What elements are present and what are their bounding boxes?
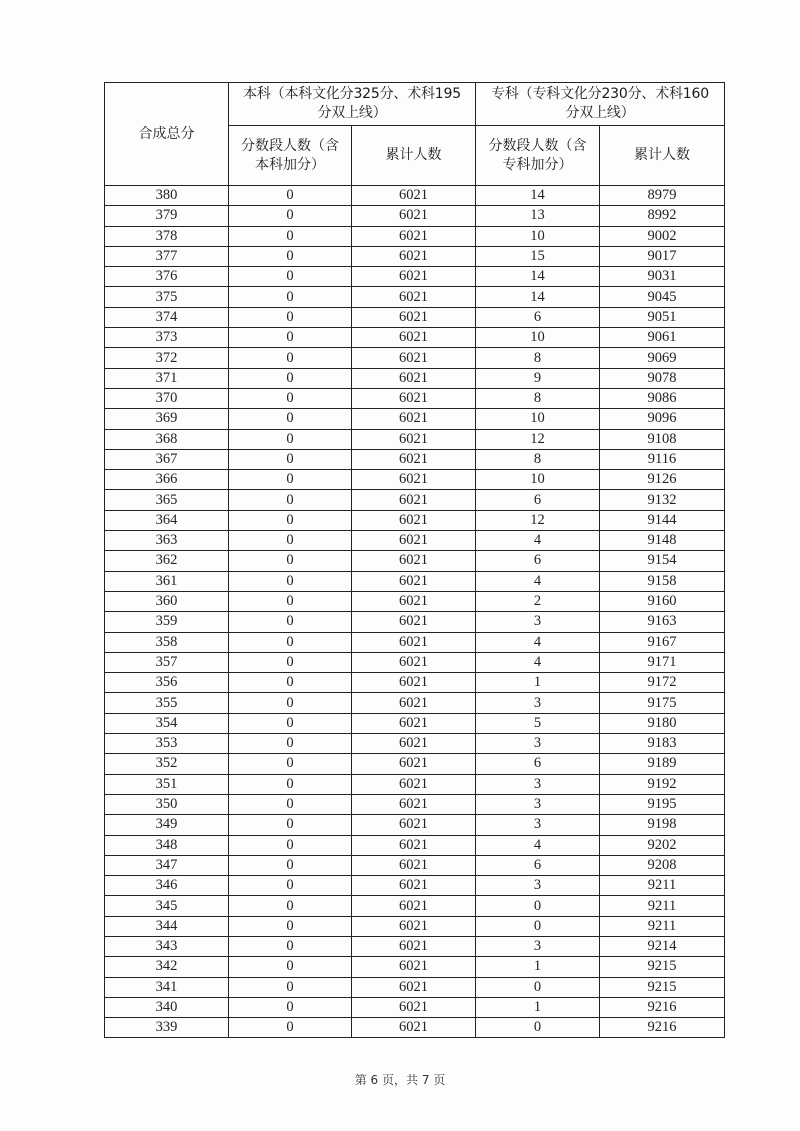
total-score-cell: 353 xyxy=(105,734,229,754)
undergrad-cumulative-cell: 6021 xyxy=(352,470,476,490)
total-score-cell: 369 xyxy=(105,409,229,429)
junior-cumulative-cell: 9214 xyxy=(600,936,725,956)
junior-count-cell: 13 xyxy=(476,206,600,226)
table-row xyxy=(105,754,725,774)
junior-count-cell: 3 xyxy=(476,876,600,896)
total-score-cell: 358 xyxy=(105,632,229,652)
total-score-cell: 377 xyxy=(105,246,229,266)
junior-header-line1: 专科（专科文化分230分、术科160 xyxy=(491,86,709,102)
undergrad-cumulative-cell: 6021 xyxy=(352,754,476,774)
table-row xyxy=(105,652,725,672)
undergrad-count-cell: 0 xyxy=(229,206,352,226)
total-score-cell: 356 xyxy=(105,673,229,693)
junior-cumulative-cell: 9126 xyxy=(600,470,725,490)
total-score-cell: 379 xyxy=(105,206,229,226)
table-row xyxy=(105,348,725,368)
undergrad-count-cell: 0 xyxy=(229,835,352,855)
undergrad-cumulative-cell: 6021 xyxy=(352,287,476,307)
table-row xyxy=(105,713,725,733)
junior-count-cell: 12 xyxy=(476,510,600,530)
junior-count-cell: 3 xyxy=(476,936,600,956)
junior-count-cell: 1 xyxy=(476,957,600,977)
table-row xyxy=(105,734,725,754)
junior-count-cell: 8 xyxy=(476,449,600,469)
junior-count-cell: 4 xyxy=(476,571,600,591)
junior-cumulative-cell: 9132 xyxy=(600,490,725,510)
junior-count-cell: 8 xyxy=(476,348,600,368)
total-score-cell: 372 xyxy=(105,348,229,368)
table-row xyxy=(105,328,725,348)
total-score-cell: 348 xyxy=(105,835,229,855)
junior-cumulative-cell: 9160 xyxy=(600,591,725,611)
undergrad-count-cell: 0 xyxy=(229,916,352,936)
total-score-cell: 368 xyxy=(105,429,229,449)
undergrad-count-cell: 0 xyxy=(229,388,352,408)
table-row xyxy=(105,997,725,1017)
undergrad-cumulative-cell: 6021 xyxy=(352,774,476,794)
undergrad-count-cell: 0 xyxy=(229,449,352,469)
junior-cumulative-cell: 9061 xyxy=(600,328,725,348)
undergrad-count-cell: 0 xyxy=(229,246,352,266)
undergrad-cumulative-cell: 6021 xyxy=(352,673,476,693)
junior-count-cell: 4 xyxy=(476,632,600,652)
undergrad-count-cell: 0 xyxy=(229,186,352,206)
table-row xyxy=(105,774,725,794)
junior-cumulative-cell: 9216 xyxy=(600,1018,725,1038)
total-score-cell: 367 xyxy=(105,449,229,469)
undergrad-cumulative-cell: 6021 xyxy=(352,571,476,591)
undergrad-cumulative-cell: 6021 xyxy=(352,226,476,246)
undergrad-cumulative-cell: 6021 xyxy=(352,916,476,936)
undergrad-cumulative-cell: 6021 xyxy=(352,267,476,287)
table-row xyxy=(105,591,725,611)
undergrad-count-cell: 0 xyxy=(229,997,352,1017)
undergrad-cumulative-cell: 6021 xyxy=(352,835,476,855)
table-body xyxy=(105,186,725,1038)
junior-count-cell: 4 xyxy=(476,652,600,672)
undergrad-count-cell: 0 xyxy=(229,957,352,977)
undergrad-cumulative-cell: 6021 xyxy=(352,855,476,875)
junior-count-cell: 10 xyxy=(476,470,600,490)
undergrad-cumulative-cell: 6021 xyxy=(352,531,476,551)
table-row xyxy=(105,186,725,206)
table-row xyxy=(105,409,725,429)
junior-cumulative-cell: 9163 xyxy=(600,612,725,632)
junior-count-cell: 3 xyxy=(476,815,600,835)
junior-cumulative-cell: 9195 xyxy=(600,794,725,814)
junior-cumulative-cell: 9211 xyxy=(600,916,725,936)
junior-count-cell: 2 xyxy=(476,591,600,611)
undergrad-count-cell: 0 xyxy=(229,287,352,307)
junior-count-cell: 0 xyxy=(476,916,600,936)
undergrad-count-cell: 0 xyxy=(229,896,352,916)
junior-count-cell: 14 xyxy=(476,267,600,287)
junior-count-cell: 10 xyxy=(476,226,600,246)
table-row xyxy=(105,226,725,246)
undergrad-count-cell: 0 xyxy=(229,652,352,672)
undergrad-count-cell: 0 xyxy=(229,612,352,632)
table-row xyxy=(105,510,725,530)
total-score-cell: 342 xyxy=(105,957,229,977)
total-score-cell: 346 xyxy=(105,876,229,896)
undergrad-count-cell: 0 xyxy=(229,794,352,814)
undergrad-count-header-line1: 分数段人数（含 xyxy=(241,137,339,154)
table-row xyxy=(105,206,725,226)
junior-count-cell: 3 xyxy=(476,794,600,814)
junior-count-cell: 8 xyxy=(476,388,600,408)
undergrad-header-line1: 本科（本科文化分325分、术科195 xyxy=(243,86,461,102)
junior-count-cell: 12 xyxy=(476,429,600,449)
table-row xyxy=(105,632,725,652)
junior-count-cell: 6 xyxy=(476,490,600,510)
total-score-cell: 352 xyxy=(105,754,229,774)
junior-cumulative-cell: 9192 xyxy=(600,774,725,794)
total-score-cell: 360 xyxy=(105,591,229,611)
junior-cumulative-cell: 9108 xyxy=(600,429,725,449)
undergrad-header-line2: 分双上线） xyxy=(317,105,387,121)
junior-count-cell: 0 xyxy=(476,896,600,916)
junior-cumulative-cell: 9208 xyxy=(600,855,725,875)
junior-count-cell: 3 xyxy=(476,774,600,794)
undergrad-count-cell: 0 xyxy=(229,368,352,388)
table-row xyxy=(105,1018,725,1038)
table-row xyxy=(105,246,725,266)
undergrad-cumulative-cell: 6021 xyxy=(352,876,476,896)
total-score-cell: 370 xyxy=(105,388,229,408)
undergrad-cumulative-cell: 6021 xyxy=(352,591,476,611)
undergrad-cumulative-cell: 6021 xyxy=(352,348,476,368)
total-score-cell: 357 xyxy=(105,652,229,672)
junior-count-cell: 0 xyxy=(476,977,600,997)
undergrad-count-cell: 0 xyxy=(229,429,352,449)
total-score-cell: 363 xyxy=(105,531,229,551)
table-row xyxy=(105,977,725,997)
junior-count-cell: 6 xyxy=(476,551,600,571)
undergrad-count-cell: 0 xyxy=(229,977,352,997)
junior-count-cell: 1 xyxy=(476,997,600,1017)
undergrad-cumulative-cell: 6021 xyxy=(352,510,476,530)
total-score-cell: 347 xyxy=(105,855,229,875)
undergrad-cumulative-cell: 6021 xyxy=(352,246,476,266)
junior-count-cell: 3 xyxy=(476,734,600,754)
junior-count-cell: 9 xyxy=(476,368,600,388)
undergrad-cumulative-cell: 6021 xyxy=(352,632,476,652)
table-row xyxy=(105,429,725,449)
total-score-cell: 366 xyxy=(105,470,229,490)
undergrad-cumulative-cell: 6021 xyxy=(352,429,476,449)
total-score-cell: 355 xyxy=(105,693,229,713)
total-score-cell: 351 xyxy=(105,774,229,794)
table-row xyxy=(105,388,725,408)
undergrad-count-cell: 0 xyxy=(229,328,352,348)
undergrad-cumulative-cell: 6021 xyxy=(352,997,476,1017)
table-row xyxy=(105,957,725,977)
undergrad-count-cell: 0 xyxy=(229,348,352,368)
junior-count-cell: 4 xyxy=(476,835,600,855)
table-row xyxy=(105,287,725,307)
junior-cumulative-cell: 9158 xyxy=(600,571,725,591)
table-row xyxy=(105,490,725,510)
junior-cumulative-cell: 9202 xyxy=(600,835,725,855)
junior-cumulative-cell: 9051 xyxy=(600,307,725,327)
junior-cumulative-cell: 9183 xyxy=(600,734,725,754)
score-distribution-table xyxy=(104,82,725,1038)
undergrad-cumulative-cell: 6021 xyxy=(352,896,476,916)
table-row xyxy=(105,855,725,875)
junior-count-cell: 6 xyxy=(476,754,600,774)
junior-cumulative-header: 累计人数 xyxy=(600,126,725,186)
undergrad-count-cell: 0 xyxy=(229,754,352,774)
total-score-cell: 375 xyxy=(105,287,229,307)
table-row xyxy=(105,612,725,632)
undergrad-cumulative-cell: 6021 xyxy=(352,612,476,632)
undergrad-cumulative-cell: 6021 xyxy=(352,1018,476,1038)
junior-cumulative-cell: 9017 xyxy=(600,246,725,266)
junior-count-cell: 14 xyxy=(476,186,600,206)
undergrad-count-cell: 0 xyxy=(229,632,352,652)
junior-cumulative-cell: 9078 xyxy=(600,368,725,388)
undergrad-cumulative-cell: 6021 xyxy=(352,490,476,510)
junior-count-cell: 14 xyxy=(476,287,600,307)
total-score-cell: 380 xyxy=(105,186,229,206)
undergrad-count-cell: 0 xyxy=(229,815,352,835)
junior-count-cell: 5 xyxy=(476,713,600,733)
table-row xyxy=(105,470,725,490)
total-score-cell: 341 xyxy=(105,977,229,997)
undergrad-count-cell: 0 xyxy=(229,490,352,510)
junior-count-cell: 10 xyxy=(476,409,600,429)
undergrad-count-cell: 0 xyxy=(229,734,352,754)
total-score-header: 合成总分 xyxy=(105,83,229,186)
undergrad-group-header xyxy=(229,83,476,126)
table-row xyxy=(105,936,725,956)
undergrad-cumulative-cell: 6021 xyxy=(352,977,476,997)
junior-cumulative-cell: 9198 xyxy=(600,815,725,835)
total-score-cell: 361 xyxy=(105,571,229,591)
total-score-cell: 362 xyxy=(105,551,229,571)
junior-cumulative-cell: 9211 xyxy=(600,876,725,896)
undergrad-cumulative-cell: 6021 xyxy=(352,652,476,672)
table-row xyxy=(105,531,725,551)
total-score-cell: 350 xyxy=(105,794,229,814)
undergrad-count-cell: 0 xyxy=(229,267,352,287)
undergrad-cumulative-cell: 6021 xyxy=(352,388,476,408)
undergrad-cumulative-cell: 6021 xyxy=(352,734,476,754)
table-row xyxy=(105,673,725,693)
junior-count-cell: 3 xyxy=(476,612,600,632)
undergrad-count-cell: 0 xyxy=(229,876,352,896)
total-score-cell: 365 xyxy=(105,490,229,510)
junior-count-cell: 6 xyxy=(476,855,600,875)
undergrad-cumulative-cell: 6021 xyxy=(352,206,476,226)
total-score-cell: 343 xyxy=(105,936,229,956)
undergrad-cumulative-cell: 6021 xyxy=(352,449,476,469)
total-score-cell: 374 xyxy=(105,307,229,327)
table-row xyxy=(105,835,725,855)
junior-cumulative-cell: 9031 xyxy=(600,267,725,287)
page-number-footer: 第 6 页，共 7 页 xyxy=(354,1073,446,1087)
junior-count-header-line1: 分数段人数（含 xyxy=(488,137,587,154)
junior-cumulative-cell: 9211 xyxy=(600,896,725,916)
total-score-cell: 349 xyxy=(105,815,229,835)
junior-cumulative-cell: 9172 xyxy=(600,673,725,693)
junior-cumulative-cell: 8992 xyxy=(600,206,725,226)
undergrad-count-cell: 0 xyxy=(229,510,352,530)
undergrad-count-cell: 0 xyxy=(229,936,352,956)
total-score-cell: 371 xyxy=(105,368,229,388)
undergrad-count-cell: 0 xyxy=(229,693,352,713)
table-row xyxy=(105,916,725,936)
table-row xyxy=(105,551,725,571)
junior-count-cell: 0 xyxy=(476,1018,600,1038)
junior-group-header xyxy=(476,83,725,126)
table-row xyxy=(105,368,725,388)
table-header-row-1 xyxy=(105,83,725,126)
junior-cumulative-cell: 9086 xyxy=(600,388,725,408)
junior-cumulative-cell: 9215 xyxy=(600,957,725,977)
undergrad-count-cell: 0 xyxy=(229,774,352,794)
table-row xyxy=(105,896,725,916)
undergrad-count-cell: 0 xyxy=(229,571,352,591)
total-score-cell: 340 xyxy=(105,997,229,1017)
undergrad-cumulative-cell: 6021 xyxy=(352,186,476,206)
junior-count-cell: 10 xyxy=(476,328,600,348)
table-row xyxy=(105,449,725,469)
junior-cumulative-cell: 9215 xyxy=(600,977,725,997)
undergrad-count-cell: 0 xyxy=(229,409,352,429)
table-row xyxy=(105,876,725,896)
undergrad-count-header xyxy=(229,126,352,186)
undergrad-count-cell: 0 xyxy=(229,551,352,571)
total-score-cell: 378 xyxy=(105,226,229,246)
undergrad-cumulative-cell: 6021 xyxy=(352,307,476,327)
total-score-cell: 359 xyxy=(105,612,229,632)
junior-cumulative-cell: 9116 xyxy=(600,449,725,469)
undergrad-count-cell: 0 xyxy=(229,1018,352,1038)
undergrad-cumulative-cell: 6021 xyxy=(352,368,476,388)
total-score-cell: 345 xyxy=(105,896,229,916)
junior-count-cell: 4 xyxy=(476,531,600,551)
undergrad-count-cell: 0 xyxy=(229,591,352,611)
junior-header-line2: 分双上线） xyxy=(565,105,635,121)
undergrad-count-cell: 0 xyxy=(229,470,352,490)
undergrad-cumulative-cell: 6021 xyxy=(352,815,476,835)
total-score-cell: 364 xyxy=(105,510,229,530)
junior-cumulative-cell: 8979 xyxy=(600,186,725,206)
junior-count-cell: 15 xyxy=(476,246,600,266)
total-score-cell: 339 xyxy=(105,1018,229,1038)
table-row xyxy=(105,693,725,713)
undergrad-count-header-line2: 本科加分） xyxy=(255,156,325,173)
undergrad-count-cell: 0 xyxy=(229,673,352,693)
junior-cumulative-cell: 9154 xyxy=(600,551,725,571)
total-score-cell: 376 xyxy=(105,267,229,287)
undergrad-cumulative-cell: 6021 xyxy=(352,936,476,956)
total-score-cell: 373 xyxy=(105,328,229,348)
table-row xyxy=(105,815,725,835)
junior-count-cell: 6 xyxy=(476,307,600,327)
junior-cumulative-cell: 9175 xyxy=(600,693,725,713)
table-row xyxy=(105,794,725,814)
junior-count-header xyxy=(476,126,600,186)
undergrad-count-cell: 0 xyxy=(229,307,352,327)
total-score-cell: 354 xyxy=(105,713,229,733)
junior-cumulative-cell: 9069 xyxy=(600,348,725,368)
undergrad-cumulative-cell: 6021 xyxy=(352,713,476,733)
undergrad-cumulative-cell: 6021 xyxy=(352,794,476,814)
undergrad-count-cell: 0 xyxy=(229,531,352,551)
junior-cumulative-cell: 9144 xyxy=(600,510,725,530)
junior-cumulative-cell: 9171 xyxy=(600,652,725,672)
junior-cumulative-cell: 9189 xyxy=(600,754,725,774)
undergrad-cumulative-cell: 6021 xyxy=(352,693,476,713)
junior-cumulative-cell: 9180 xyxy=(600,713,725,733)
junior-cumulative-cell: 9002 xyxy=(600,226,725,246)
undergrad-count-cell: 0 xyxy=(229,855,352,875)
junior-cumulative-cell: 9216 xyxy=(600,997,725,1017)
junior-count-cell: 3 xyxy=(476,693,600,713)
undergrad-cumulative-cell: 6021 xyxy=(352,409,476,429)
undergrad-cumulative-cell: 6021 xyxy=(352,551,476,571)
undergrad-count-cell: 0 xyxy=(229,226,352,246)
undergrad-cumulative-header: 累计人数 xyxy=(352,126,476,186)
junior-cumulative-cell: 9045 xyxy=(600,287,725,307)
undergrad-cumulative-cell: 6021 xyxy=(352,957,476,977)
junior-count-cell: 1 xyxy=(476,673,600,693)
undergrad-count-cell: 0 xyxy=(229,713,352,733)
junior-count-header-line2: 专科加分） xyxy=(502,156,573,173)
table-row xyxy=(105,267,725,287)
junior-cumulative-cell: 9167 xyxy=(600,632,725,652)
junior-cumulative-cell: 9148 xyxy=(600,531,725,551)
table-row xyxy=(105,571,725,591)
total-score-cell: 344 xyxy=(105,916,229,936)
table-row xyxy=(105,307,725,327)
undergrad-cumulative-cell: 6021 xyxy=(352,328,476,348)
junior-cumulative-cell: 9096 xyxy=(600,409,725,429)
